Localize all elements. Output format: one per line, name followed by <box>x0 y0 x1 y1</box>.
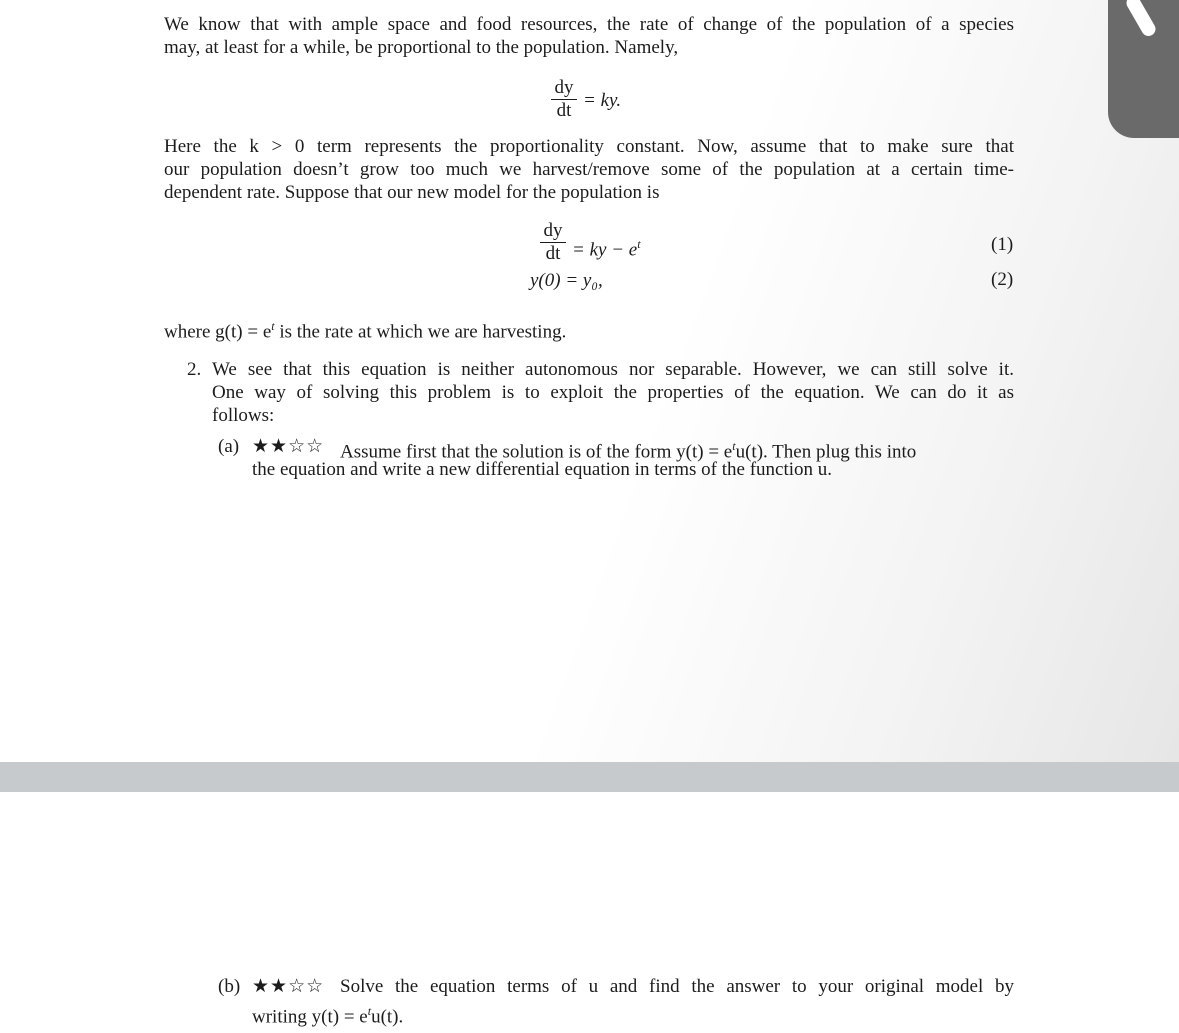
part-a-line-1-post: u(t). Then plug this into <box>735 441 917 463</box>
eq0-denominator: dt <box>556 100 572 121</box>
para2-line-2: our population doesn’t grow too much we harvest/remove some of the population at a certain time- <box>164 159 1014 180</box>
para2-line-1: Here the k > 0 term represents the proportionality constant. Now, assume that to make sure that <box>164 136 1014 157</box>
part-b-line-2 <box>252 1000 403 1028</box>
part-a-difficulty-stars: ★★☆☆ <box>252 436 325 457</box>
part-a-label: (a) <box>218 436 240 457</box>
eq2-text: y(0) = y₀, <box>530 270 603 291</box>
part-b-line-2-post: u(t). <box>371 1006 404 1028</box>
intro-line-2: may, at least for a while, be proportional to the population. Namely, <box>164 37 679 58</box>
eq1-number: (1) <box>991 234 1014 255</box>
para2-line-3: dependent rate. Suppose that our new model for the population is <box>164 182 660 203</box>
part-b-difficulty-stars: ★★☆☆ <box>252 976 325 997</box>
item2-number: 2. <box>187 359 202 380</box>
page-gap <box>0 762 1179 792</box>
where-post: is the rate at which we are harvesting. <box>274 321 567 343</box>
part-a-line-1-pre: Assume first that the solution is of the form y(t) = e <box>340 441 733 463</box>
item2-line-1: We see that this equation is neither autonomous nor separable. However, we can still solve it. <box>212 359 1014 380</box>
part-b-label: (b) <box>218 976 241 997</box>
where-superscript: t <box>271 319 275 333</box>
part-b-line-1: Solve the equation terms of u and find the answer to your original model by <box>340 976 1014 997</box>
document-page-2 <box>0 792 1179 1033</box>
eq0-fraction <box>551 77 577 122</box>
eq1-fraction <box>540 220 566 265</box>
where-line <box>164 315 566 343</box>
eq1-denominator: dt <box>545 243 561 264</box>
item2-line-3: follows: <box>212 405 275 426</box>
part-a-superscript: t <box>732 439 736 453</box>
item2-line-2: One way of solving this problem is to exploit the properties of the equation. We can do it as <box>212 382 1014 403</box>
eq2-number: (2) <box>991 269 1014 290</box>
eq1-rhs-text: = ky − e <box>572 239 638 261</box>
eq1-rhs <box>572 233 641 261</box>
part-b-line-2-pre: writing y(t) = e <box>252 1006 368 1028</box>
where-pre: where g(t) = e <box>164 321 272 343</box>
part-b-superscript: t <box>367 1004 372 1018</box>
eq0-numerator: dy <box>551 77 577 100</box>
eq1-numerator: dy <box>540 220 566 243</box>
part-a-line-2: the equation and write a new differential equation in terms of the function u. <box>252 459 833 480</box>
eq1-superscript: t <box>637 237 641 251</box>
intro-line-1: We know that with ample space and food resources, the rate of change of the population of a species <box>164 14 1014 35</box>
eq0-rhs: = ky. <box>583 90 622 111</box>
